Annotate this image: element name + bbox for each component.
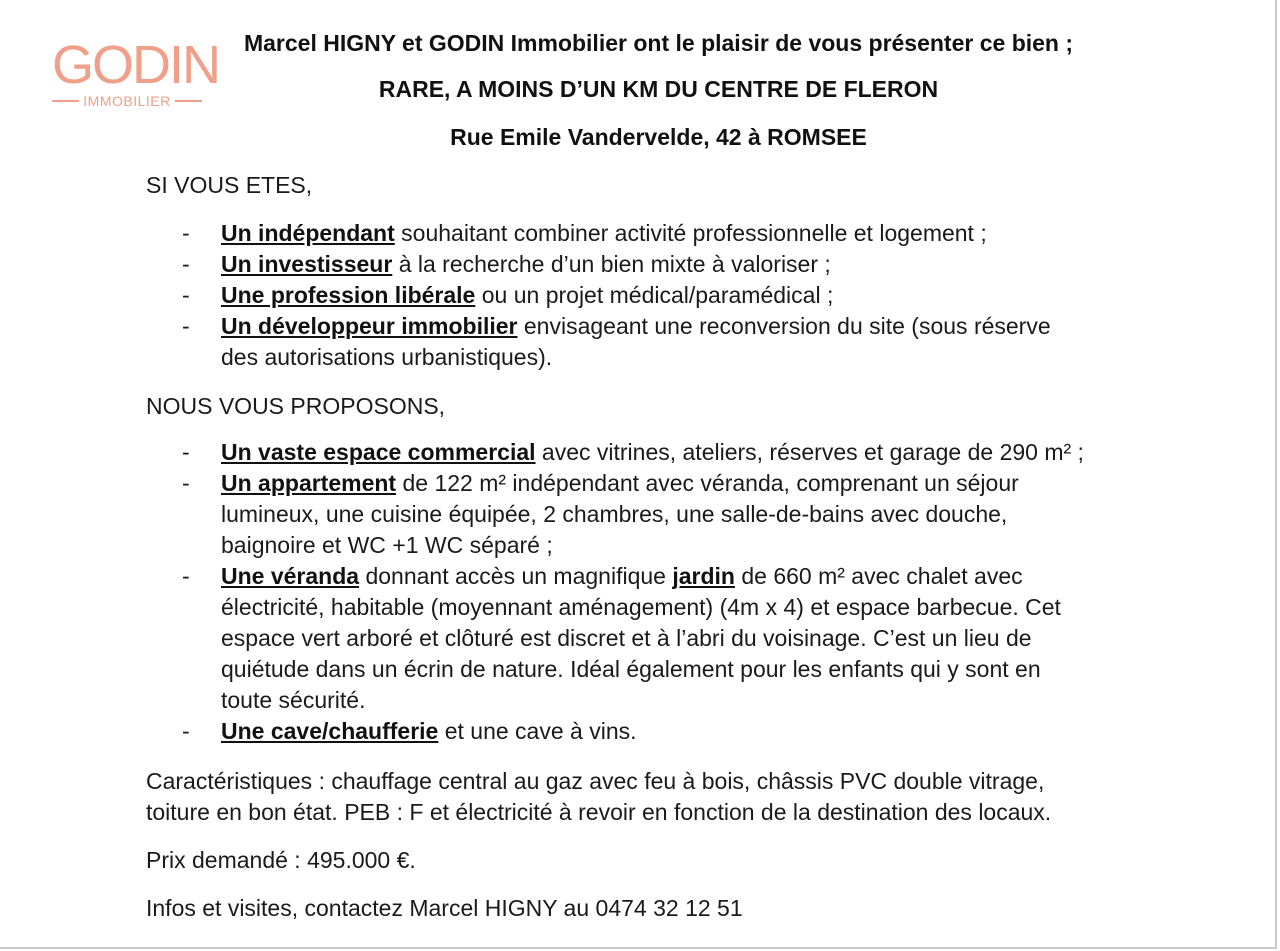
header-headline: RARE, A MOINS D’UN KM DU CENTRE DE FLERON [378, 76, 939, 102]
item-text-continued: toute sécurité. [221, 687, 366, 713]
item-bold: Un indépendant [221, 220, 395, 246]
logo-sub-text: IMMOBILIER [83, 93, 171, 109]
item-bold-inline: jardin [672, 563, 735, 589]
item-bold: Une profession libérale [221, 282, 476, 308]
item-text-continued: lumineux, une cuisine équipée, 2 chambres, une salle-de-bains avec douche, [221, 501, 1008, 527]
bullet-dash: - [182, 563, 190, 589]
item-text: à la recherche d’un bien mixte à valoriser ; [398, 251, 831, 277]
item-text: avec vitrines, ateliers, réserves et garage de 290 m² ; [541, 439, 1084, 465]
item-text: ou un projet médical/paramédical ; [481, 282, 834, 308]
header-address: Rue Emile Vandervelde, 42 à ROMSEE [450, 124, 867, 150]
features-line-1: Caractéristiques : chauffage central au gaz avec feu à bois, châssis PVC double vitrage, [146, 768, 1045, 794]
bullet-dash: - [182, 282, 190, 308]
bullet-dash: - [182, 313, 190, 339]
item-text: souhaitant combiner activité professionnelle et logement ; [401, 220, 987, 246]
features-line-2: toiture en bon état. PEB : F et électricité à revoir en fonction de la destination des locaux. [146, 799, 1052, 825]
bullet-dash: - [182, 439, 190, 465]
item-text-continued: quiétude dans un écrin de nature. Idéal également pour les enfants qui y sont en [221, 656, 1041, 682]
item-text-continued: des autorisations urbanistiques). [221, 344, 553, 370]
item-bold: Un développeur immobilier [221, 313, 518, 339]
section1-heading: SI VOUS ETES, [146, 172, 313, 198]
item-text: de 660 m² avec chalet avec [741, 563, 1023, 589]
header-intro: Marcel HIGNY et GODIN Immobilier ont le plaisir de vous présenter ce bien ; [243, 30, 1074, 56]
list-item [146, 249, 1051, 280]
logo-wordmark: GODIN [52, 35, 220, 95]
bullet-dash: - [182, 470, 190, 496]
item-bold: Un vaste espace commercial [221, 439, 536, 465]
item-bold: Une véranda [221, 563, 360, 589]
list-item [146, 218, 1051, 249]
bullet-dash: - [182, 251, 190, 277]
item-text-continued: électricité, habitable (moyennant aménagement) (4m x 4) et espace barbecue. Cet [221, 594, 1061, 620]
list-item [146, 280, 1051, 311]
bullet-dash: - [182, 220, 190, 246]
price-text: Prix demandé : 495.000 €. [146, 847, 416, 873]
bullet-dash: - [182, 718, 190, 744]
section2-heading: NOUS VOUS PROPOSONS, [146, 393, 446, 419]
item-text: envisageant une reconversion du site (sous réserve [523, 313, 1051, 339]
list-item [146, 716, 1084, 747]
item-bold: Un appartement [221, 470, 397, 496]
item-text: donnant accès un magnifique [365, 563, 666, 589]
list-item [146, 437, 1084, 468]
section1-list [146, 218, 1051, 373]
item-text-continued: espace vert arboré et clôturé est discret et à l’abri du voisinage. C’est un lieu de [221, 625, 1032, 651]
item-text: et une cave à vins. [444, 718, 637, 744]
list-item [146, 311, 1051, 373]
item-bold: Un investisseur [221, 251, 393, 277]
item-text-continued: baignoire et WC +1 WC séparé ; [221, 532, 553, 558]
contact-text: Infos et visites, contactez Marcel HIGNY au 0474 32 12 51 [146, 895, 743, 921]
item-bold: Une cave/chaufferie [221, 718, 439, 744]
item-text: de 122 m² indépendant avec véranda, comprenant un séjour [402, 470, 1019, 496]
list-item [146, 468, 1084, 561]
section2-list [146, 437, 1084, 747]
list-item [146, 561, 1084, 716]
